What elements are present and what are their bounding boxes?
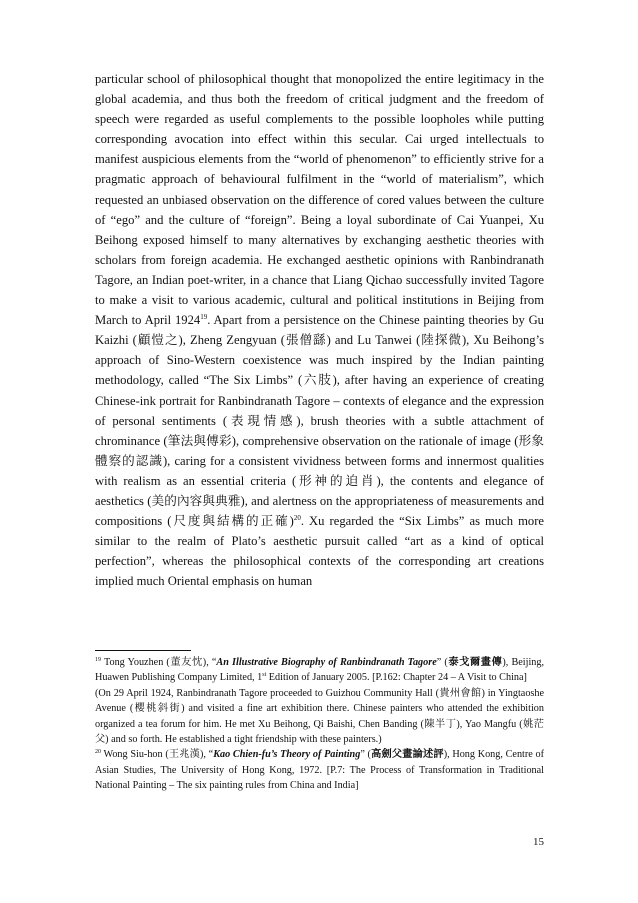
footnote-19: [95, 655, 544, 686]
body-text-part-3: . Xu regarded the “Six Limbs” as much more similar to the realm of Plato’s aesthetic pursuit called “art as a kind of optical perfection”, whereas the philosophical contexts of the corresponding art creations implied much Oriental emphasis on human: [95, 514, 544, 589]
footnote-20-publisher: ), Hong Kong, Centre of Asian Studies, The University of Hong Kong, 1972. [P.7: The Process of Transformation in Traditional National Painting – The six painting rules from China and India]: [95, 749, 544, 792]
page-number: 15: [533, 836, 544, 848]
footnote-19-ordinal: st: [262, 672, 267, 679]
footnote-19-quote-close: ” (: [436, 657, 448, 668]
footnote-20-quote-close: ” (: [360, 749, 371, 761]
footnote-19-note: (On 29 April 1924, Ranbindranath Tagore proceeded to Guizhou Community Hall (貴州會館) in Yingtaoshe Avenue (櫻桃斜街) and visited a fine art exhibition there. Chinese painters who attended the exhibition organized a tea forum for him. He met Xu Beihong, Qi Baishi, Chen Banding (陳半丁), Yao Mangfu (姚茫父) and so forth. He established a tight friendship with these painters.): [95, 687, 544, 746]
footnote-19-title: An Illustrative Biography of Ranbindranath Tagore: [216, 657, 437, 668]
footnote-19-author: Tong Youzhen (董友忱), “: [101, 657, 217, 668]
footnote-19-chinese-title: 泰戈爾畫傳: [447, 657, 503, 668]
body-text-part-1: particular school of philosophical thought that monopolized the entire legitimacy in the global academia, and thus both the freedom of critical judgment and the freedom of speech were regarded as useful complements to the possible loopholes while putting corresponding avocation into effect within this secular. Cai urged intellectuals to manifest auspicious elements from the “world of phenomenon” to efficiently strive for a pragmatic approach of behavioural fulfilment in the “world of materialism”, which requested an unbiased observation on the difference of cored values between the culture of “ego” and the culture of “foreign”. Being a loyal subordinate of Cai Yuanpei, Xu Beihong exposed himself to many alternatives by exchanging aesthetic theories with scholars from foreign academia. He exchanged aesthetic opinions with Ranbindranath Tagore, an Indian poet-writer, in a chance that Liang Qichao successfully invited Tagore to make a visit to various academic, cultural and political institutions in Beijing from March to April 1924: [95, 72, 544, 328]
footnote-ref-20[interactable]: 20: [293, 514, 301, 523]
footnote-20-number: 20: [95, 749, 101, 756]
footnote-20-chinese-title: 高劍父畫論述評: [370, 749, 444, 761]
footnote-19-number: 19: [95, 657, 101, 663]
footnote-20-title: Kao Chien-fu’s Theory of Painting: [213, 749, 361, 761]
footnote-ref-19[interactable]: 19: [200, 313, 208, 322]
body-text-part-2: . Apart from a persistence on the Chinese painting theories by Gu Kaizhi (顧愷之), Zheng Zengyuan (張僧繇) and Lu Tanwei (陸探微), Xu Beihong’s approach of Sino-Western coexistence was much inspired by the Indian painting methodology, called “The Six Limbs” (六肢), after having an experience of creating Chinese-ink portrait for Ranbindranath Tagore – contexts of elegance and the expression of personal sentiments (表現情感), brush theories with a subtle attachment of chrominance (筆法與傅彩), comprehensive observation on the rationale of image (形象體察的認識), caring for a consistent vividness between forms and innermost qualities with realism as an essential criteria (形神的迫肖), the contents and elegance of aesthetics (美的內容與典雅), and alertness on the appropriateness of measurements and compositions (尺度與結構的正確): [95, 313, 544, 529]
footnote-divider: [95, 650, 191, 651]
footnote-19-publisher: ), Beijing, Huawen Publishing Company Limited, 1: [95, 657, 545, 684]
footnote-20-author: Wong Siu-hon (王兆漢), “: [101, 749, 214, 761]
body-paragraph: [95, 69, 544, 591]
footnote-20: [95, 747, 544, 793]
footnotes: [95, 655, 544, 794]
footnote-19-edition: Edition of January 2005. [P.162: Chapter 24 – A Visit to China]: [266, 672, 527, 684]
